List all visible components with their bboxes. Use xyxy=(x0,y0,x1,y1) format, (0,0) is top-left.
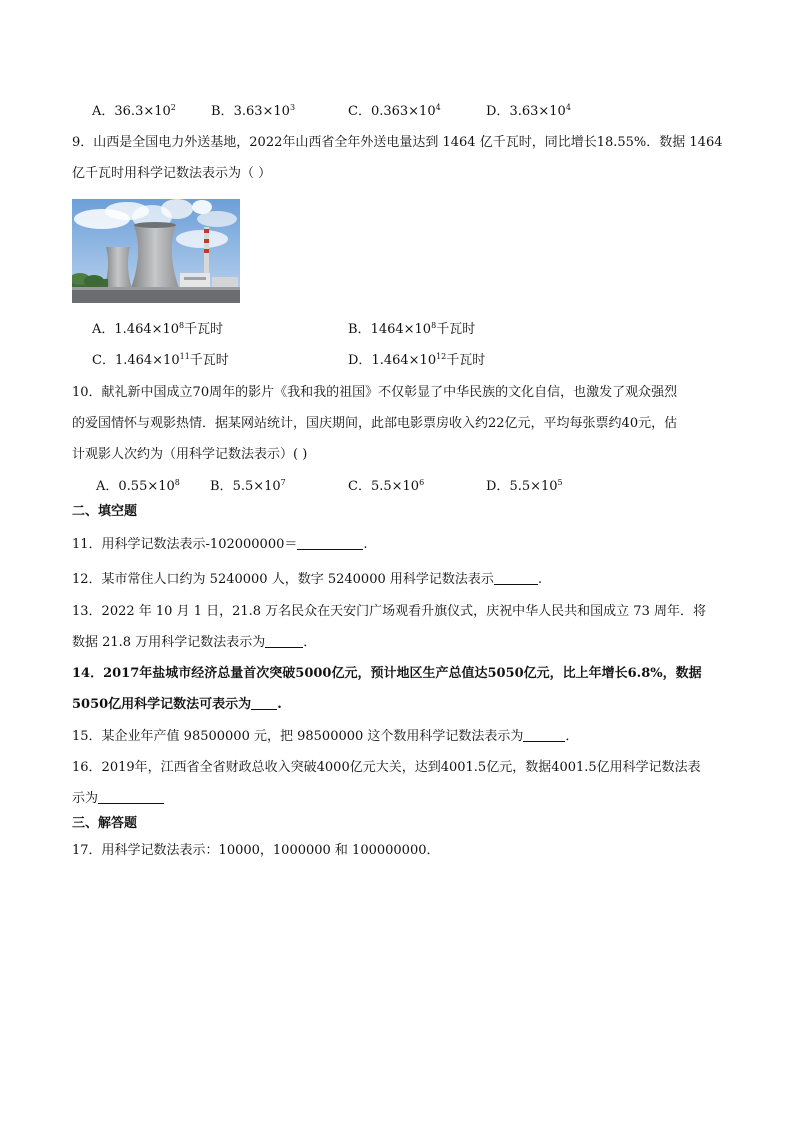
q14-line1: 14．2017年盐城市经济总量首次突破5000亿元，预计地区生产总值达5050亿元，比上年增长6.8%，数据 xyxy=(72,666,702,681)
q9-stem-line2: 亿千瓦时用科学记数法表示为（ ） xyxy=(72,166,272,181)
q10-stem-line2: 的爱国情怀与观影热情．据某网站统计，国庆期间，此部电影票房收入约22亿元，平均每张票约40元，估 xyxy=(72,416,678,431)
q13-line2: 数据 21.8 万用科学记数法表示为 ． xyxy=(72,635,317,650)
q10-stem-line3: 计观影人次约为（用科学记数法表示）( ) xyxy=(72,447,308,462)
q17: 17．用科学记数法表示：10000，1000000 和 100000000． xyxy=(72,843,440,858)
section-answer-title: 三、解答题 xyxy=(72,816,138,831)
q13-line1: 13．2022 年 10 月 1 日，21.8 万名民众在天安门广场观看升旗仪式，庆祝中华人民共和国成立 73 周年．将 xyxy=(72,604,706,619)
q16-line2: 示为 xyxy=(72,789,724,809)
q9-option-a[interactable]: A．$1.464\times 10^8$千瓦时 xyxy=(92,321,224,337)
q10-option-b[interactable]: B．$5.5\times 10^7$ xyxy=(210,478,286,494)
q11-answer-blank[interactable] xyxy=(297,535,363,550)
q8-option-b[interactable]: B．$3.63\times 10^3$ xyxy=(211,103,296,119)
q13-answer-blank[interactable] xyxy=(265,633,303,648)
q15-answer-blank[interactable] xyxy=(523,727,565,742)
q9-option-d[interactable]: D．$1.464\times 10^{12}$千瓦时 xyxy=(348,352,486,368)
q8-option-d[interactable]: D．$3.63\times 10^4$ xyxy=(486,103,571,119)
cooling-tower-photo xyxy=(72,199,240,303)
q14-line2: 5050亿用科学记数法可表示为 . xyxy=(72,697,282,712)
q9-stem-line1: 9．山西是全国电力外送基地，2022年山西省全年外送电量达到 1464 亿千瓦时，同比增长18.55%．数据 1464 xyxy=(72,135,723,150)
q9-option-b[interactable]: B．$1464\times 10^8$千瓦时 xyxy=(348,321,476,337)
q15: 15．某企业年产值 98500000 元，把 98500000 这个数用科学记数法表示为 ． xyxy=(72,729,579,744)
q10-option-d[interactable]: D．$5.5\times 10^5$ xyxy=(486,478,563,494)
q10-option-a[interactable]: A．$0.55\times 10^8$ xyxy=(96,478,180,494)
q16-line1: 16．2019年，江西省全省财政总收入突破4000亿元大关，达到4001.5亿元，数据4001.5亿用科学记数法表 xyxy=(72,760,701,775)
q8-option-c[interactable]: C．$0.363\times 10^4$ xyxy=(348,103,441,119)
q16-answer-blank[interactable] xyxy=(98,789,164,804)
q12-answer-blank[interactable] xyxy=(494,570,538,585)
q8-option-a[interactable]: A．$36.3\times 10^2$ xyxy=(92,103,176,119)
q11: 11．用科学记数法表示-102000000＝ . xyxy=(72,537,368,552)
q10-option-c[interactable]: C．$5.5\times 10^6$ xyxy=(348,478,425,494)
q10-stem-line1: 10．献礼新中国成立70周年的影片《我和我的祖国》不仅彰显了中华民族的文化自信，也激发了观众强烈 xyxy=(72,385,678,400)
q14-answer-blank[interactable] xyxy=(251,695,277,710)
q12: 12．某市常住人口约为 5240000 人，数字 5240000 用科学记数法表示 . xyxy=(72,572,543,587)
section-fill-in-title: 二、填空题 xyxy=(72,504,138,519)
q9-option-c[interactable]: C．$1.464\times 10^{11}$千瓦时 xyxy=(92,352,229,368)
